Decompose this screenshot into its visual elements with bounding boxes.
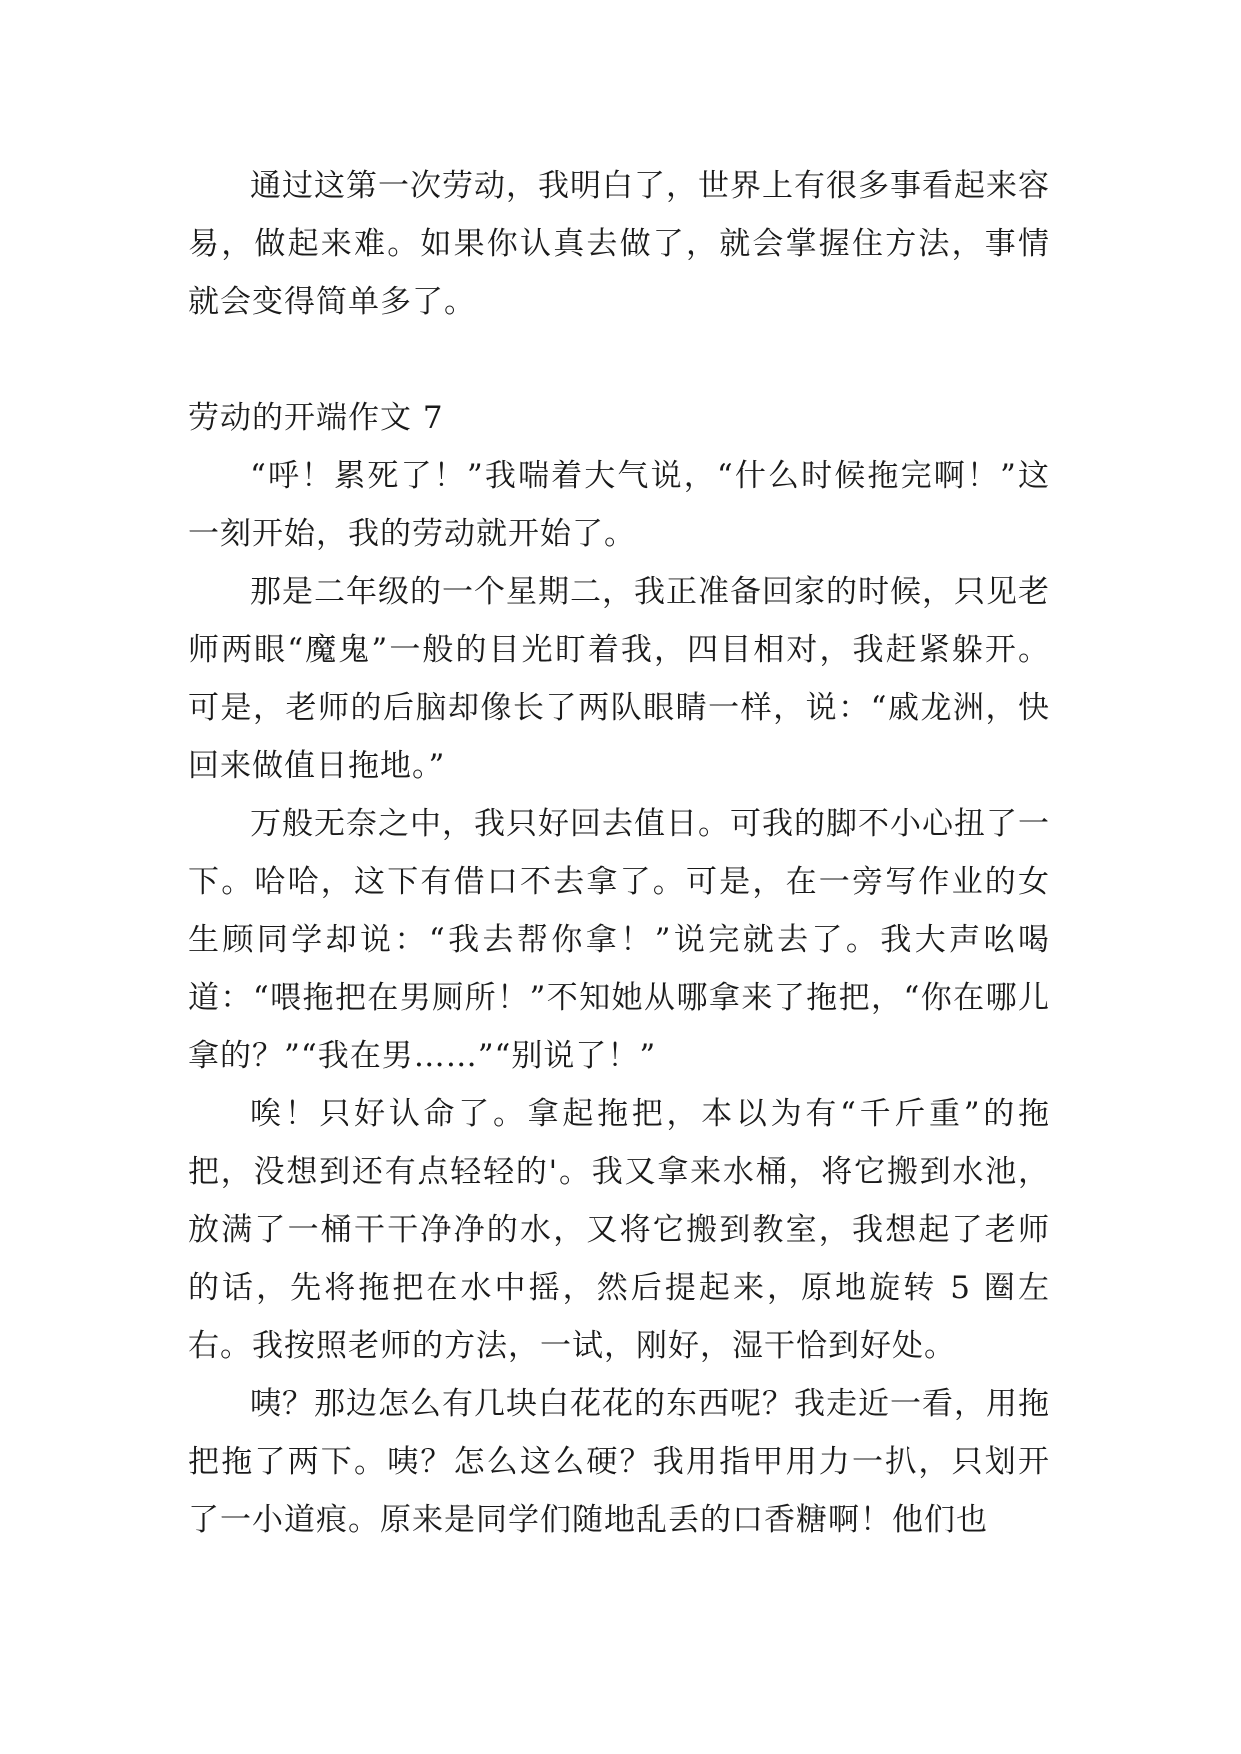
- paragraph-conclusion: 通过这第一次劳动，我明白了，世界上有很多事看起来容易，做起来难。如果你认真去做了，就会掌握住方法，事情就会变得简单多了。: [188, 168, 1050, 320]
- paragraph-4: 唉！只好认命了。拿起拖把，本以为有“千斤重”的拖把，没想到还有点轻轻的'。我又拿来水桶，将它搬到水池，放满了一桶干干净净的水，又将它搬到教室，我想起了老师的话，先将拖把在水中摇，然后提起来，原地旋转 5 圈左右。我按照老师的方法，一试，刚好，湿干恰到好处。: [188, 1096, 1050, 1364]
- paragraph-5: 咦？那边怎么有几块白花花的东西呢？我走近一看，用拖把拖了两下。咦？怎么这么硬？我用指甲用力一扒，只划开了一小道痕。原来是同学们随地乱丢的口香糖啊！他们也: [188, 1386, 1050, 1538]
- paragraph-2: 那是二年级的一个星期二，我正准备回家的时候，只见老师两眼“魔鬼”一般的目光盯着我，四目相对，我赶紧躲开。可是，老师的后脑却像长了两队眼睛一样，说：“戚龙洲，快回来做值日拖地。”: [188, 574, 1050, 784]
- paragraph-3: 万般无奈之中，我只好回去值日。可我的脚不小心扭了一下。哈哈，这下有借口不去拿了。可是，在一旁写作业的女生顾同学却说：“我去帮你拿！”说完就去了。我大声吆喝道：“喂拖把在男厕所！”不知她从哪拿来了拖把，“你在哪儿拿的？”“我在男……”“别说了！”: [188, 806, 1050, 1074]
- document-body: [188, 157, 1050, 1549]
- essay-title: 劳动的开端作文 7: [188, 400, 444, 436]
- paragraph-1: “呼！累死了！”我喘着大气说，“什么时候拖完啊！”这一刻开始，我的劳动就开始了。: [188, 458, 1050, 552]
